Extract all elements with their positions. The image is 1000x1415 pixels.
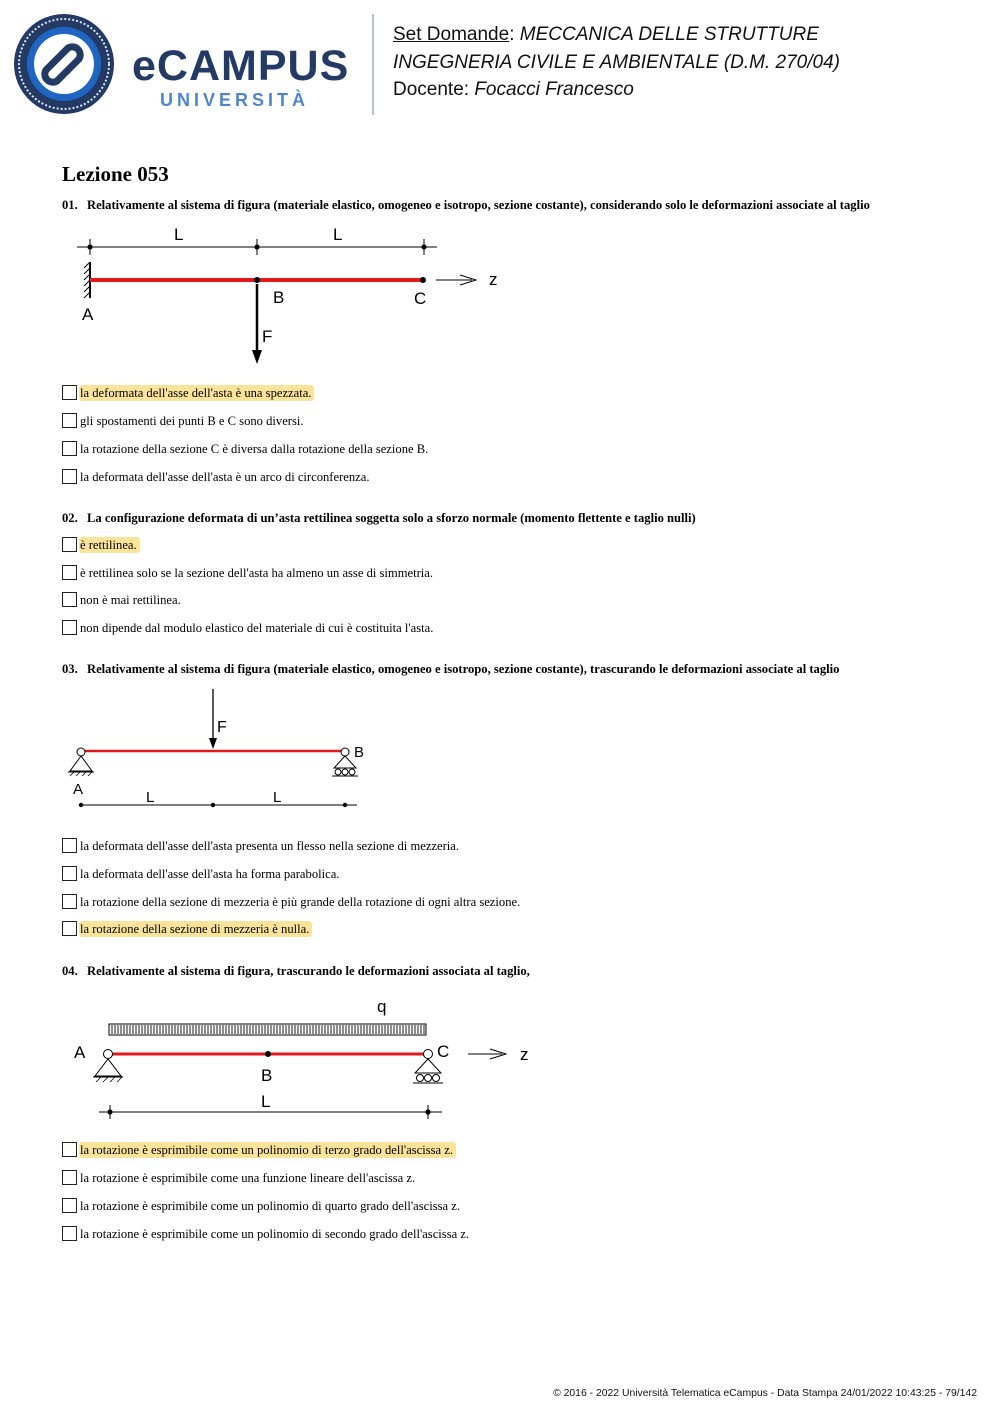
figure-cantilever bbox=[70, 222, 510, 372]
option-label: non dipende dal modulo elastico del materiale di cui è costituita l'asta. bbox=[80, 621, 434, 635]
header-divider bbox=[372, 14, 374, 115]
figure-distributed-load bbox=[62, 990, 542, 1125]
question-number: 03. bbox=[62, 662, 78, 676]
label-l: L bbox=[261, 1092, 271, 1111]
answer-checkbox[interactable] bbox=[62, 592, 77, 607]
answer-checkbox[interactable] bbox=[62, 469, 77, 484]
page-footer: © 2016 - 2022 Università Telematica eCampus - Data Stampa 24/01/2022 10:43:25 - 79/142 bbox=[553, 1388, 977, 1399]
teacher-label: Docente: bbox=[393, 79, 470, 100]
set-colon: : bbox=[509, 24, 515, 45]
ecampus-logo bbox=[12, 14, 357, 114]
option-label: la rotazione è esprimibile come un polinomio di quarto grado dell'ascissa z. bbox=[80, 1199, 460, 1213]
option-label: la rotazione della sezione di mezzeria è nulla. bbox=[79, 921, 312, 937]
answer-checkbox[interactable] bbox=[62, 537, 77, 552]
question-number: 02. bbox=[62, 511, 78, 525]
header-line-2 bbox=[393, 49, 840, 77]
option-label: la deformata dell'asse dell'asta presenta un flesso nella sezione di mezzeria. bbox=[80, 839, 460, 853]
question-text: Relativamente al sistema di figura (materiale elastico, omogeneo e isotropo, sezione costante), considerando solo le deformazioni associate al taglio bbox=[87, 198, 870, 212]
answer-checkbox[interactable] bbox=[62, 1170, 77, 1185]
label-z: z bbox=[520, 1045, 529, 1064]
label-z: z bbox=[489, 270, 498, 289]
option-label: la rotazione è esprimibile come un polinomio di secondo grado dell'ascissa z. bbox=[80, 1227, 470, 1241]
answer-checkbox[interactable] bbox=[62, 838, 77, 853]
header-line-1 bbox=[393, 21, 840, 49]
lesson-title: Lezione 053 bbox=[62, 162, 169, 186]
label-l1: L bbox=[146, 789, 155, 806]
question-02 bbox=[62, 511, 696, 526]
logo-brand: eCAMPUS bbox=[132, 42, 350, 90]
question-number: 01. bbox=[62, 198, 78, 212]
option-label: gli spostamenti dei punti B e C sono diversi. bbox=[80, 414, 304, 428]
question-number: 04. bbox=[62, 964, 78, 978]
label-l2: L bbox=[273, 789, 282, 806]
question-text: La configurazione deformata di un’asta rettilinea soggetta solo a sforzo normale (momento flettente e taglio nulli) bbox=[87, 511, 696, 525]
answer-checkbox[interactable] bbox=[62, 441, 77, 456]
question-01 bbox=[62, 198, 870, 213]
option-label: la rotazione della sezione di mezzeria è più grande della rotazione di ogni altra sezione. bbox=[80, 895, 521, 909]
label-a: A bbox=[82, 305, 94, 324]
answer-checkbox[interactable] bbox=[62, 385, 77, 400]
option-label: è rettilinea. bbox=[79, 537, 140, 553]
question-text: Relativamente al sistema di figura, trascurando le deformazioni associata al taglio, bbox=[87, 964, 530, 978]
answer-checkbox[interactable] bbox=[62, 1198, 77, 1213]
answer-checkbox[interactable] bbox=[62, 894, 77, 909]
label-f: F bbox=[262, 327, 273, 346]
figure-simply-supported-point-load bbox=[62, 686, 372, 816]
answer-checkbox[interactable] bbox=[62, 1226, 77, 1241]
option-label: la rotazione è esprimibile come un polinomio di terzo grado dell'ascissa z. bbox=[79, 1142, 456, 1158]
label-c: C bbox=[437, 1042, 450, 1061]
label-q: q bbox=[377, 997, 387, 1016]
question-04 bbox=[62, 964, 530, 979]
label-b: B bbox=[354, 744, 365, 761]
course-title: MECCANICA DELLE STRUTTURE bbox=[519, 24, 819, 45]
course-degree: INGEGNERIA CIVILE E AMBIENTALE (D.M. 270/04) bbox=[393, 51, 840, 73]
answer-checkbox[interactable] bbox=[62, 921, 77, 936]
option-label: è rettilinea solo se la sezione dell'asta ha almeno un asse di simmetria. bbox=[80, 566, 434, 580]
question-03 bbox=[62, 662, 839, 677]
label-c: C bbox=[414, 289, 427, 308]
answer-checkbox[interactable] bbox=[62, 620, 77, 635]
header-info bbox=[393, 21, 840, 104]
answer-checkbox[interactable] bbox=[62, 413, 77, 428]
option-label: la rotazione è esprimibile come una funzione lineare dell'ascissa z. bbox=[80, 1171, 416, 1185]
answer-checkbox[interactable] bbox=[62, 866, 77, 881]
label-a: A bbox=[74, 1043, 86, 1062]
label-b: B bbox=[261, 1066, 273, 1085]
teacher-name: Focacci Francesco bbox=[474, 79, 634, 100]
option-label: la deformata dell'asse dell'asta è un arco di circonferenza. bbox=[80, 470, 370, 484]
label-l2: L bbox=[333, 225, 343, 244]
logo-sub: UNIVERSITÀ bbox=[160, 90, 310, 110]
label-a: A bbox=[73, 781, 84, 798]
label-b: B bbox=[273, 288, 285, 307]
answer-checkbox[interactable] bbox=[62, 565, 77, 580]
header-line-3 bbox=[393, 76, 840, 104]
set-label: Set Domande bbox=[393, 24, 510, 45]
question-text: Relativamente al sistema di figura (materiale elastico, omogeneo e isotropo, sezione costante), trascurando le deformazioni associate al taglio bbox=[87, 662, 840, 676]
option-label: non è mai rettilinea. bbox=[80, 593, 181, 607]
option-label: la deformata dell'asse dell'asta è una spezzata. bbox=[79, 385, 314, 401]
option-label: la rotazione della sezione C è diversa dalla rotazione della sezione B. bbox=[80, 442, 429, 456]
label-l1: L bbox=[174, 225, 184, 244]
answer-checkbox[interactable] bbox=[62, 1142, 77, 1157]
label-f: F bbox=[217, 719, 227, 736]
option-label: la deformata dell'asse dell'asta ha forma parabolica. bbox=[80, 867, 340, 881]
